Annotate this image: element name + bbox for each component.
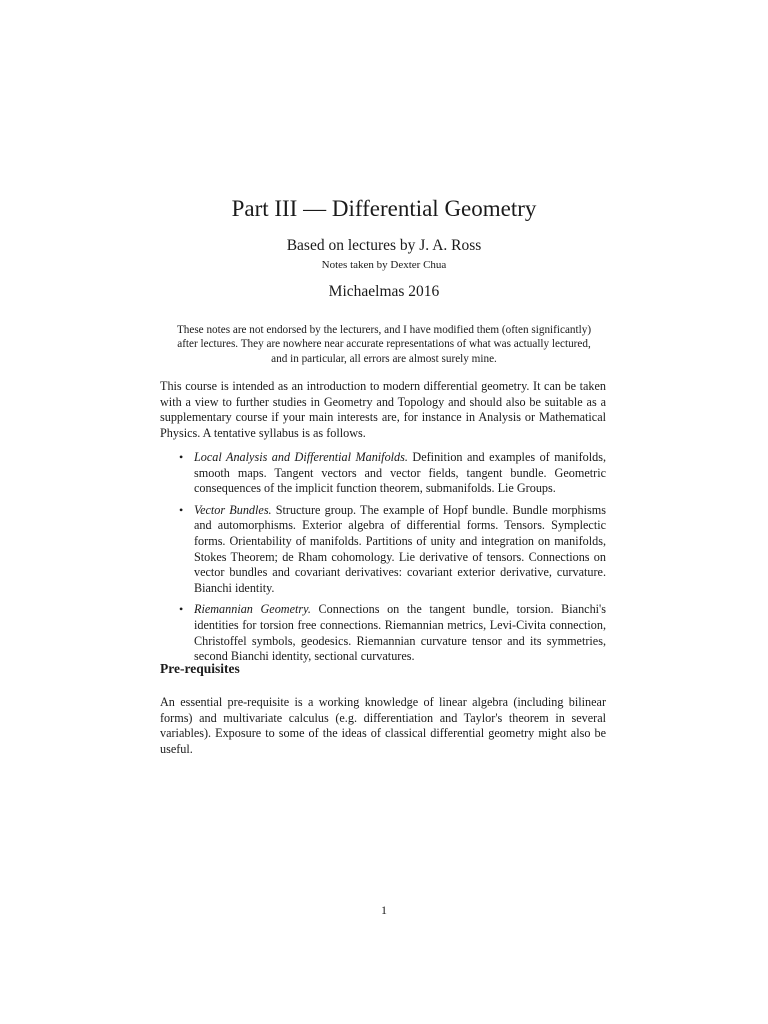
syllabus-item-riemannian-geometry: [160, 602, 606, 664]
intro-paragraph: This course is intended as an introduction to modern differential geometry. It can be taken with a view to further studies in Geometry and Topology and should also be suitable as a supplementary course if your main interests are, for instance in Analysis or Mathematical Physics. A tentative syllabus is as follows.: [160, 379, 606, 440]
syllabus-description: Structure group. The example of Hopf bundle. Bundle morphisms and automorphisms. Exterior algebra of differential forms. Tensors. Symplectic forms. Orientability of manifolds. Partitions of unity and integration on manifolds, Stokes Theorem; de Rham cohomology. Lie derivative of tensors. Connections on vector bundles and covariant derivatives: covariant exterior derivative, curvature. Bianchi identity.: [194, 502, 606, 595]
lecturer-credit: Based on lectures by J. A. Ross: [286, 237, 482, 254]
syllabus-item-local-analysis: [160, 450, 606, 497]
bullet-icon: •: [179, 602, 184, 617]
syllabus-topic: Local Analysis and Differential Manifolds.: [194, 450, 408, 464]
prerequisites-paragraph: An essential pre-requisite is a working knowledge of linear algebra (including bilinear forms) and multivariate calculus (e.g. differentiation and Taylor's theorem in several variables). Exposure to some of the ideas of classical differential geometry might also be useful.: [160, 695, 606, 756]
notetaker-credit: Notes taken by Dexter Chua: [321, 259, 447, 271]
syllabus-topic: Riemannian Geometry.: [194, 602, 311, 617]
syllabus-description: Definition and examples of manifolds, smooth maps. Tangent vectors and vector fields, tangent bundle. Geometric consequences of the implicit function theorem, submanifolds. Lie Groups.: [194, 450, 606, 496]
syllabus-item-vector-bundles: [160, 503, 606, 597]
syllabus-list: [160, 450, 606, 671]
bullet-icon: •: [179, 450, 184, 464]
document-title: Part III — Differential Geometry: [231, 196, 537, 221]
page-number: 1: [381, 903, 387, 917]
term-date: Michaelmas 2016: [328, 283, 440, 300]
bullet-icon: •: [179, 502, 184, 517]
prerequisites-heading: Pre-requisites: [160, 661, 240, 676]
syllabus-topic: Vector Bundles.: [194, 502, 272, 517]
disclaimer-text: These notes are not endorsed by the lecturers, and I have modified them (often significantly) after lectures. They are nowhere near accurate representations of what was actually lectured, and in particular, all errors are almost surely mine.: [176, 324, 592, 365]
syllabus-description: Connections on the tangent bundle, torsion. Bianchi's identities for torsion free connections. Riemannian metrics, Levi-Civita connection, Christoffel symbols, geodesics. Riemannian curvature tensor and its symmetries, second Bianchi identity, sectional curvatures.: [194, 602, 606, 664]
